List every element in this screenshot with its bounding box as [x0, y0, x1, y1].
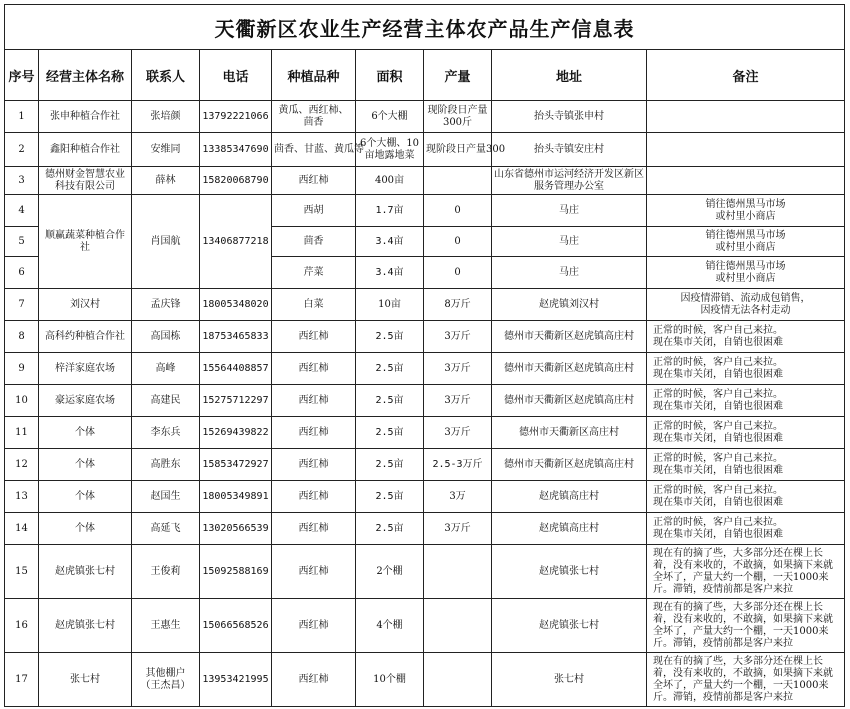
table-row	[5, 417, 845, 449]
table-row	[5, 321, 845, 353]
cell-name: 赵虎镇张七村	[39, 599, 132, 653]
cell-address: 马庄	[492, 195, 647, 227]
cell-variety: 西红柿	[272, 599, 356, 653]
cell-name: 顺赢蔬菜种植合作社	[39, 195, 132, 289]
cell-area: 3.4亩	[356, 257, 424, 289]
cell-area: 2个棚	[356, 545, 424, 599]
cell-variety: 西红柿	[272, 449, 356, 481]
cell-note: 正常的时候，客户自己来拉。 现在集市关闭，自销也很困难	[647, 449, 845, 481]
cell-area: 2.5亩	[356, 321, 424, 353]
cell-output: 3万斤	[424, 513, 492, 545]
cell-output	[424, 167, 492, 195]
cell-phone: 13792221066	[200, 101, 272, 133]
cell-area: 2.5亩	[356, 481, 424, 513]
cell-address: 德州市天衢新区高庄村	[492, 417, 647, 449]
cell-output: 3万斤	[424, 321, 492, 353]
cell-phone: 13020566539	[200, 513, 272, 545]
table-row	[5, 195, 845, 227]
cell-address: 张七村	[492, 653, 647, 707]
cell-note: 因疫情滞销、流动成包销售， 因疫情无法各村走动	[647, 289, 845, 321]
cell-note: 现在有的摘了些，大多部分还在棵上长着，没有来收的，不敢摘，如果摘下来就全坏了，产量大约一个棚，一天1000来斤。滞销，疫情前都是客户来拉	[647, 653, 845, 707]
table-row	[5, 385, 845, 417]
cell-address: 赵虎镇高庄村	[492, 513, 647, 545]
table-row	[5, 133, 845, 167]
cell-note: 销往德州黑马市场 或村里小商店	[647, 227, 845, 257]
cell-address: 德州市天衢新区赵虎镇高庄村	[492, 385, 647, 417]
cell-phone: 15269439822	[200, 417, 272, 449]
cell-variety: 茴香、甘蓝、黄瓜等	[272, 133, 356, 167]
cell-output: 8万斤	[424, 289, 492, 321]
header-output: 产量	[424, 50, 492, 101]
cell-contact: 高峰	[132, 353, 200, 385]
cell-note: 正常的时候，客户自己来拉。 现在集市关闭，自销也很困难	[647, 417, 845, 449]
cell-address: 马庄	[492, 257, 647, 289]
cell-name: 鑫阳种植合作社	[39, 133, 132, 167]
cell-no: 13	[5, 481, 39, 513]
cell-no: 10	[5, 385, 39, 417]
cell-no: 12	[5, 449, 39, 481]
cell-contact: 高建民	[132, 385, 200, 417]
cell-no: 4	[5, 195, 39, 227]
header-phone: 电话	[200, 50, 272, 101]
cell-name: 豪运家庭农场	[39, 385, 132, 417]
cell-variety: 黄瓜、西红柿、茴香	[272, 101, 356, 133]
cell-no: 5	[5, 227, 39, 257]
cell-output: 0	[424, 257, 492, 289]
header-variety: 种植品种	[272, 50, 356, 101]
cell-contact: 高胜东	[132, 449, 200, 481]
cell-note: 正常的时候，客户自己来拉。 现在集市关闭，自销也很困难	[647, 385, 845, 417]
table-title: 天衢新区农业生产经营主体农产品生产信息表	[5, 5, 845, 50]
cell-contact: 王俊莉	[132, 545, 200, 599]
cell-no: 7	[5, 289, 39, 321]
header-address: 地址	[492, 50, 647, 101]
cell-phone: 15820068790	[200, 167, 272, 195]
table-row	[5, 481, 845, 513]
cell-output: 现阶段日产量300	[424, 133, 492, 167]
cell-output: 0	[424, 195, 492, 227]
cell-note: 正常的时候，客户自己来拉。 现在集市关闭，自销也很困难	[647, 513, 845, 545]
cell-note: 正常的时候，客户自己来拉。 现在集市关闭，自销也很困难	[647, 321, 845, 353]
cell-note	[647, 167, 845, 195]
cell-area: 10个棚	[356, 653, 424, 707]
cell-address: 山东省德州市运河经济开发区新区服务管理办公室	[492, 167, 647, 195]
cell-name: 张申种植合作社	[39, 101, 132, 133]
cell-area: 2.5亩	[356, 417, 424, 449]
cell-phone: 15092588169	[200, 545, 272, 599]
cell-no: 9	[5, 353, 39, 385]
header-contact: 联系人	[132, 50, 200, 101]
cell-area: 6个大棚	[356, 101, 424, 133]
cell-contact: 王惠生	[132, 599, 200, 653]
cell-note: 正常的时候，客户自己来拉。 现在集市关闭，自销也很困难	[647, 481, 845, 513]
cell-phone: 15853472927	[200, 449, 272, 481]
cell-variety: 茴香	[272, 227, 356, 257]
table-row	[5, 513, 845, 545]
cell-output	[424, 599, 492, 653]
cell-output: 2.5-3万斤	[424, 449, 492, 481]
cell-address: 赵虎镇张七村	[492, 599, 647, 653]
cell-phone: 15275712297	[200, 385, 272, 417]
cell-name: 高科约种植合作社	[39, 321, 132, 353]
header-note: 备注	[647, 50, 845, 101]
cell-address: 赵虎镇张七村	[492, 545, 647, 599]
cell-note: 现在有的摘了些，大多部分还在棵上长着，没有来收的，不敢摘，如果摘下来就全坏了，产量大约一个棚，一天1000来斤。滞销，疫情前都是客户来拉	[647, 545, 845, 599]
table-row	[5, 167, 845, 195]
cell-output	[424, 653, 492, 707]
cell-address: 马庄	[492, 227, 647, 257]
cell-contact: 高国栋	[132, 321, 200, 353]
cell-phone: 15564408857	[200, 353, 272, 385]
cell-contact: 安维同	[132, 133, 200, 167]
cell-phone: 18005348020	[200, 289, 272, 321]
cell-variety: 西红柿	[272, 653, 356, 707]
cell-note: 销往德州黑马市场 或村里小商店	[647, 257, 845, 289]
cell-address: 德州市天衢新区赵虎镇高庄村	[492, 353, 647, 385]
cell-area: 6个大棚、10亩地露地菜	[356, 133, 424, 167]
cell-name: 梓洋家庭农场	[39, 353, 132, 385]
cell-contact: 薛林	[132, 167, 200, 195]
cell-contact: 其他棚户 （王杰昌）	[132, 653, 200, 707]
cell-variety: 西红柿	[272, 417, 356, 449]
cell-no: 15	[5, 545, 39, 599]
cell-area: 2.5亩	[356, 449, 424, 481]
table-row	[5, 449, 845, 481]
cell-note: 正常的时候，客户自己来拉。 现在集市关闭，自销也很困难	[647, 353, 845, 385]
cell-phone: 18005349891	[200, 481, 272, 513]
cell-contact: 孟庆锋	[132, 289, 200, 321]
cell-address: 德州市天衢新区赵虎镇高庄村	[492, 321, 647, 353]
cell-phone: 13953421995	[200, 653, 272, 707]
cell-name: 张七村	[39, 653, 132, 707]
cell-name: 个体	[39, 417, 132, 449]
cell-output: 0	[424, 227, 492, 257]
cell-phone: 18753465833	[200, 321, 272, 353]
table-row	[5, 545, 845, 599]
cell-area: 1.7亩	[356, 195, 424, 227]
cell-area: 2.5亩	[356, 353, 424, 385]
cell-output: 3万斤	[424, 417, 492, 449]
cell-no: 6	[5, 257, 39, 289]
header-row	[5, 50, 845, 101]
cell-variety: 西红柿	[272, 513, 356, 545]
cell-name: 个体	[39, 513, 132, 545]
cell-no: 2	[5, 133, 39, 167]
cell-name: 个体	[39, 481, 132, 513]
cell-area: 400亩	[356, 167, 424, 195]
cell-name: 赵虎镇张七村	[39, 545, 132, 599]
cell-address: 抬头寺镇安庄村	[492, 133, 647, 167]
cell-note: 现在有的摘了些，大多部分还在棵上长着，没有来收的，不敢摘，如果摘下来就全坏了，产量大约一个棚，一天1000来斤。滞销，疫情前都是客户来拉	[647, 599, 845, 653]
cell-no: 14	[5, 513, 39, 545]
cell-variety: 西红柿	[272, 545, 356, 599]
table-row	[5, 653, 845, 707]
cell-variety: 西红柿	[272, 321, 356, 353]
cell-contact: 高延飞	[132, 513, 200, 545]
cell-note	[647, 101, 845, 133]
cell-name: 个体	[39, 449, 132, 481]
production-info-table	[4, 4, 845, 707]
header-no: 序号	[5, 50, 39, 101]
cell-area: 2.5亩	[356, 513, 424, 545]
cell-variety: 白菜	[272, 289, 356, 321]
cell-no: 16	[5, 599, 39, 653]
info-sheet	[4, 4, 844, 707]
cell-area: 2.5亩	[356, 385, 424, 417]
cell-no: 3	[5, 167, 39, 195]
table-row	[5, 289, 845, 321]
cell-address: 赵虎镇刘汉村	[492, 289, 647, 321]
cell-name: 德州财金智慧农业科技有限公司	[39, 167, 132, 195]
cell-phone: 13385347690	[200, 133, 272, 167]
cell-no: 17	[5, 653, 39, 707]
cell-area: 4个棚	[356, 599, 424, 653]
cell-address: 德州市天衢新区赵虎镇高庄村	[492, 449, 647, 481]
cell-note: 销往德州黑马市场 或村里小商店	[647, 195, 845, 227]
table-row	[5, 353, 845, 385]
cell-output	[424, 545, 492, 599]
cell-note	[647, 133, 845, 167]
cell-output: 3万	[424, 481, 492, 513]
table-row	[5, 101, 845, 133]
cell-contact: 肖国航	[132, 195, 200, 289]
cell-phone: 15066568526	[200, 599, 272, 653]
table-row	[5, 599, 845, 653]
cell-address: 抬头寺镇张申村	[492, 101, 647, 133]
cell-contact: 赵国生	[132, 481, 200, 513]
cell-variety: 芹菜	[272, 257, 356, 289]
cell-area: 10亩	[356, 289, 424, 321]
cell-contact: 张培颜	[132, 101, 200, 133]
cell-variety: 西红柿	[272, 385, 356, 417]
cell-address: 赵虎镇高庄村	[492, 481, 647, 513]
cell-area: 3.4亩	[356, 227, 424, 257]
cell-variety: 西红柿	[272, 481, 356, 513]
header-area: 面积	[356, 50, 424, 101]
cell-variety: 西胡	[272, 195, 356, 227]
cell-no: 8	[5, 321, 39, 353]
cell-contact: 李东兵	[132, 417, 200, 449]
header-name: 经营主体名称	[39, 50, 132, 101]
cell-no: 1	[5, 101, 39, 133]
cell-output: 现阶段日产量300斤	[424, 101, 492, 133]
cell-variety: 西红柿	[272, 167, 356, 195]
cell-name: 刘汉村	[39, 289, 132, 321]
cell-output: 3万斤	[424, 385, 492, 417]
cell-no: 11	[5, 417, 39, 449]
cell-phone: 13406877218	[200, 195, 272, 289]
cell-variety: 西红柿	[272, 353, 356, 385]
cell-output: 3万斤	[424, 353, 492, 385]
